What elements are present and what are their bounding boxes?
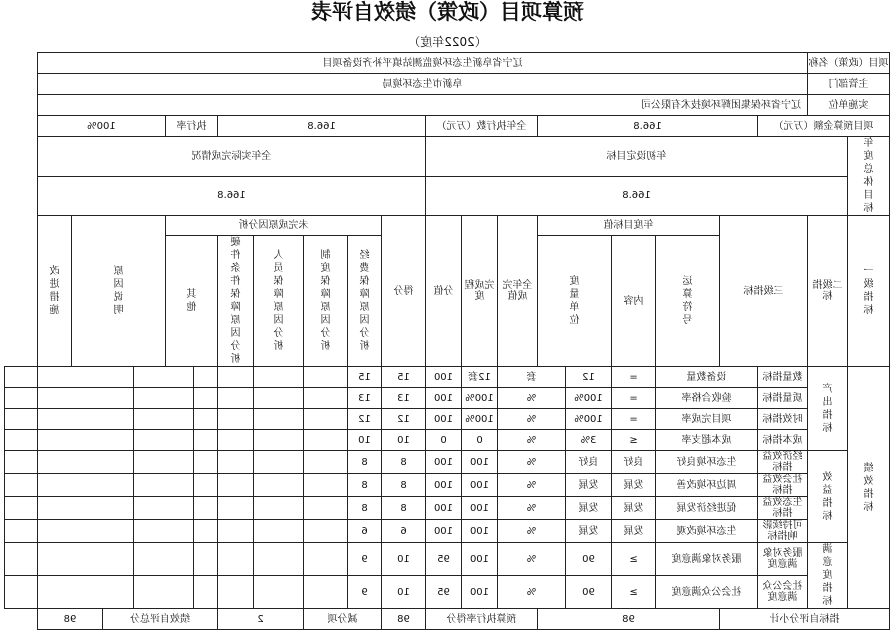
indicator-row <box>5 520 890 543</box>
actual-cell: 100% <box>462 388 498 409</box>
reason-cell <box>194 497 218 520</box>
indicator-subtotal-value: 98 <box>538 609 720 630</box>
header-reason-system: 制度保障原因分析 <box>304 236 348 367</box>
weight-cell: 8 <box>382 451 426 474</box>
score-cell: 13 <box>348 388 382 409</box>
improvement-cell <box>5 543 38 576</box>
indicator-row <box>5 367 890 388</box>
header-completion: 完成程度 <box>462 216 498 367</box>
level3-cell: 成本超支率 <box>656 430 758 451</box>
project-name-label: 项目（政策）名称 <box>808 53 890 74</box>
header-content: 内容 <box>612 236 656 367</box>
improvement-cell <box>5 388 38 409</box>
operator-cell: = <box>612 388 656 409</box>
evaluation-table <box>4 52 890 630</box>
improvement-cell <box>5 451 38 474</box>
reason-cell <box>254 520 304 543</box>
reason-cell <box>218 520 254 543</box>
reason-note-cell <box>37 576 133 609</box>
content-cell: 3% <box>566 430 612 451</box>
completion-cell: 100 <box>426 451 462 474</box>
reason-cell <box>134 576 194 609</box>
header-score: 得分 <box>382 216 426 367</box>
reason-cell <box>254 576 304 609</box>
reason-note-cell <box>37 367 133 388</box>
budget-amount-value: 166.8 <box>538 116 758 137</box>
reason-cell <box>254 388 304 409</box>
score-cell: 8 <box>348 451 382 474</box>
header-reason-note: 原因说明 <box>72 216 166 367</box>
deduct-label: 减分项 <box>304 609 382 630</box>
weight-cell: 15 <box>382 367 426 388</box>
reason-cell <box>134 543 194 576</box>
header-weight: 分值 <box>426 216 462 367</box>
reason-note-cell <box>37 497 133 520</box>
reason-cell <box>218 409 254 430</box>
reason-cell <box>304 497 348 520</box>
reason-cell <box>194 474 218 497</box>
indicator-row <box>5 430 890 451</box>
level3-cell: 服务对象满意度 <box>656 543 758 576</box>
level1-cell: 绩效指标 <box>848 367 890 609</box>
header-reason-hardware: 硬件条件保障原因分析 <box>218 236 254 367</box>
content-cell: 良好 <box>566 451 612 474</box>
actual-cell: 0 <box>462 430 498 451</box>
actual-goal-header: 全年实际完成情况 <box>37 137 425 177</box>
header-unit: 度量单位 <box>538 236 612 367</box>
reason-cell <box>218 388 254 409</box>
weight-cell: 12 <box>382 409 426 430</box>
improvement-cell <box>5 576 38 609</box>
operator-cell: 发展 <box>612 474 656 497</box>
reason-cell <box>194 520 218 543</box>
reason-cell <box>218 497 254 520</box>
deduct-value: 2 <box>218 609 304 630</box>
actual-cell: 100 <box>462 543 498 576</box>
improvement-cell <box>5 430 38 451</box>
score-cell: 9 <box>348 576 382 609</box>
reason-cell <box>194 430 218 451</box>
reason-cell <box>194 409 218 430</box>
reason-note-cell <box>37 543 133 576</box>
actual-cell: 100 <box>462 576 498 609</box>
unit-cell: % <box>498 520 566 543</box>
exec-rate-label: 执行率 <box>166 116 218 137</box>
reason-cell <box>304 474 348 497</box>
header-level1: 一级指标 <box>848 216 890 367</box>
completion-cell: 95 <box>426 576 462 609</box>
reason-note-cell <box>37 520 133 543</box>
level2-cell: 社会公众满意度 <box>758 576 808 609</box>
header-annual-target: 年度目标值 <box>538 216 720 236</box>
header-level3: 三级指标 <box>720 216 808 367</box>
header-operator: 运算符号 <box>656 236 720 367</box>
level3-cell: 社会公众满意度 <box>656 576 758 609</box>
header-reason-personnel: 人员保障原因分析 <box>254 236 304 367</box>
reason-cell <box>134 388 194 409</box>
score-cell: 9 <box>348 543 382 576</box>
reason-cell <box>254 497 304 520</box>
weight-cell: 10 <box>382 543 426 576</box>
reason-note-cell <box>37 409 133 430</box>
improvement-cell <box>5 520 38 543</box>
actual-cell: 100 <box>462 474 498 497</box>
reason-cell <box>218 367 254 388</box>
content-cell: 发展 <box>566 474 612 497</box>
operator-cell: ≥ <box>612 543 656 576</box>
level2-cell: 可持续影响指标 <box>758 520 808 543</box>
indicator-row <box>5 409 890 430</box>
operator-cell: = <box>612 409 656 430</box>
weight-cell: 8 <box>382 497 426 520</box>
reason-cell <box>194 451 218 474</box>
reason-cell <box>194 543 218 576</box>
completion-cell: 100 <box>426 367 462 388</box>
reason-note-cell <box>37 388 133 409</box>
reason-cell <box>304 543 348 576</box>
total-score-value: 98 <box>37 609 102 630</box>
reason-cell <box>218 576 254 609</box>
improvement-cell <box>5 474 38 497</box>
level2-cell: 质量指标 <box>758 388 808 409</box>
reason-cell <box>304 388 348 409</box>
reason-cell <box>304 576 348 609</box>
budget-amount-label: 项目预算金额（万元） <box>758 116 890 137</box>
header-reason-funding: 经费保障原因分析 <box>348 236 382 367</box>
reason-cell <box>254 430 304 451</box>
level3-cell: 生态环境改观 <box>656 520 758 543</box>
unit-cell: % <box>498 409 566 430</box>
level2-cell: 数量指标 <box>758 367 808 388</box>
level2-cell: 生态效益指标 <box>758 497 808 520</box>
weight-cell: 10 <box>382 430 426 451</box>
completion-cell: 100 <box>426 388 462 409</box>
indicator-row <box>5 474 890 497</box>
budget-score-value: 98 <box>382 609 426 630</box>
operator-cell: = <box>612 367 656 388</box>
improvement-cell <box>5 367 38 388</box>
unit-cell: 套 <box>498 367 566 388</box>
content-cell: 100% <box>566 388 612 409</box>
completion-cell: 100 <box>426 520 462 543</box>
operator-cell: 发展 <box>612 520 656 543</box>
budget-score-label: 预算执行率得分 <box>426 609 538 630</box>
header-reason-other: 其他 <box>166 236 218 367</box>
unit-cell: % <box>498 451 566 474</box>
level3-cell: 周边环境改善 <box>656 474 758 497</box>
level2-cell: 成本指标 <box>758 430 808 451</box>
reason-note-cell <box>37 474 133 497</box>
reason-cell <box>134 451 194 474</box>
actual-goal-value: 166.8 <box>37 176 425 216</box>
completion-cell: 95 <box>426 543 462 576</box>
group-satisfaction: 满意度指标 <box>808 543 848 609</box>
impl-unit-label: 实施单位 <box>808 95 890 116</box>
reason-cell <box>254 543 304 576</box>
content-cell: 100% <box>566 409 612 430</box>
content-cell: 发展 <box>566 497 612 520</box>
improvement-cell <box>5 409 38 430</box>
reason-cell <box>218 474 254 497</box>
level2-cell: 社会效益指标 <box>758 474 808 497</box>
reason-cell <box>254 409 304 430</box>
reason-cell <box>134 474 194 497</box>
score-cell: 8 <box>348 497 382 520</box>
unit-cell: % <box>498 388 566 409</box>
reason-cell <box>304 451 348 474</box>
project-name-value: 辽宁省阜新生态环境监测站填平补齐设备项目 <box>37 53 807 74</box>
reason-cell <box>304 430 348 451</box>
reason-cell <box>254 474 304 497</box>
actual-cell: 12套 <box>462 367 498 388</box>
reason-cell <box>134 409 194 430</box>
total-score-label: 绩效自评总分 <box>103 609 218 630</box>
actual-cell: 100% <box>462 409 498 430</box>
operator-cell: 发展 <box>612 497 656 520</box>
unit-cell: % <box>498 543 566 576</box>
weight-cell: 10 <box>382 576 426 609</box>
operator-cell: ≥ <box>612 576 656 609</box>
reason-cell <box>194 576 218 609</box>
header-unfinished: 未完成原因分析 <box>166 216 382 236</box>
improvement-cell <box>5 497 38 520</box>
score-cell: 10 <box>348 430 382 451</box>
header-improvement: 改进措施 <box>37 216 71 367</box>
reason-note-cell <box>37 451 133 474</box>
level2-cell: 经济效益指标 <box>758 451 808 474</box>
preset-goal-header: 年初设定目标 <box>426 137 848 177</box>
exec-amount-label: 全年执行数（万元） <box>426 116 538 137</box>
completion-cell: 0 <box>426 430 462 451</box>
reason-cell <box>304 367 348 388</box>
level3-cell: 促进经济发展 <box>656 497 758 520</box>
level3-cell: 设备数量 <box>656 367 758 388</box>
impl-unit-value: 辽宁省环保集团辉环境技术有限公司 <box>37 95 807 116</box>
reason-cell <box>304 409 348 430</box>
reason-cell <box>194 388 218 409</box>
weight-cell: 13 <box>382 388 426 409</box>
actual-cell: 100 <box>462 451 498 474</box>
score-cell: 12 <box>348 409 382 430</box>
unit-cell: % <box>498 497 566 520</box>
level2-cell: 服务对象满意度 <box>758 543 808 576</box>
reason-cell <box>134 497 194 520</box>
reason-cell <box>134 520 194 543</box>
content-cell: 90 <box>566 576 612 609</box>
operator-cell: 良好 <box>612 451 656 474</box>
reason-cell <box>218 430 254 451</box>
indicator-row <box>5 543 890 576</box>
reason-cell <box>134 367 194 388</box>
score-cell: 15 <box>348 367 382 388</box>
header-actual-value: 全年完成值 <box>498 216 538 367</box>
indicator-row <box>5 497 890 520</box>
weight-cell: 8 <box>382 474 426 497</box>
score-cell: 6 <box>348 520 382 543</box>
content-cell: 发展 <box>566 520 612 543</box>
page-title: 预算项目（政策）绩效自评表 <box>311 0 584 24</box>
reason-cell <box>304 520 348 543</box>
unit-cell: % <box>498 474 566 497</box>
reason-cell <box>254 367 304 388</box>
content-cell: 90 <box>566 543 612 576</box>
indicator-row <box>5 388 890 409</box>
actual-cell: 100 <box>462 520 498 543</box>
level3-cell: 项目完成率 <box>656 409 758 430</box>
preset-goal-value: 166.8 <box>426 176 848 216</box>
operator-cell: ≤ <box>612 430 656 451</box>
dept-value: 阜新市生态环境局 <box>37 74 807 95</box>
completion-cell: 100 <box>426 474 462 497</box>
content-cell: 12 <box>566 367 612 388</box>
dept-label: 主管部门 <box>808 74 890 95</box>
reason-cell <box>218 543 254 576</box>
completion-cell: 100 <box>426 497 462 520</box>
indicator-row <box>5 451 890 474</box>
indicator-subtotal-label: 指标自评分小计 <box>720 609 890 630</box>
level3-cell: 生态环境良好 <box>656 451 758 474</box>
reason-cell <box>218 451 254 474</box>
score-cell: 8 <box>348 474 382 497</box>
unit-cell: % <box>498 576 566 609</box>
reason-note-cell <box>37 430 133 451</box>
reason-cell <box>194 367 218 388</box>
header-level2: 二级指标 <box>808 216 848 367</box>
level3-cell: 验收合格率 <box>656 388 758 409</box>
actual-cell: 100 <box>462 497 498 520</box>
annual-goal-label: 年度总体目标 <box>848 137 890 216</box>
group-benefit: 效益指标 <box>808 451 848 543</box>
completion-cell: 100 <box>426 409 462 430</box>
exec-rate-value: 100% <box>37 116 165 137</box>
exec-amount-value: 166.8 <box>218 116 426 137</box>
indicator-row <box>5 576 890 609</box>
group-output: 产出指标 <box>808 367 848 451</box>
unit-cell: % <box>498 430 566 451</box>
reason-cell <box>254 451 304 474</box>
year-subtitle: （2022年度） <box>408 35 487 49</box>
level2-cell: 时效指标 <box>758 409 808 430</box>
reason-cell <box>134 430 194 451</box>
weight-cell: 6 <box>382 520 426 543</box>
